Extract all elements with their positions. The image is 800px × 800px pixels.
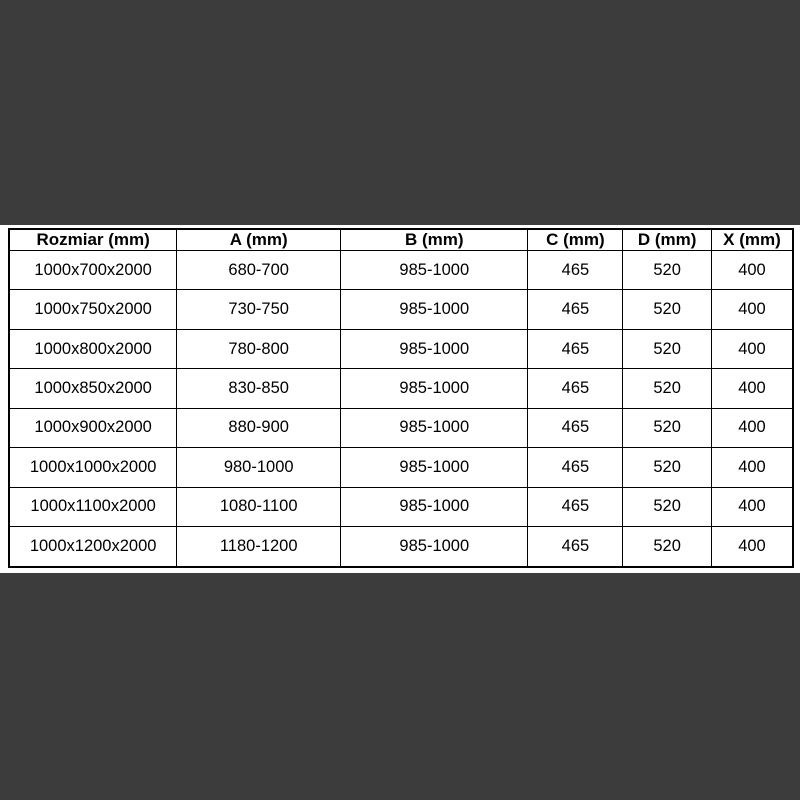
table-cell: 985-1000 — [341, 329, 528, 368]
table-cell: 985-1000 — [341, 251, 528, 290]
table-cell: 465 — [528, 527, 623, 567]
table-cell: 400 — [711, 251, 793, 290]
table-row — [9, 251, 793, 290]
table-cell: 1180-1200 — [177, 527, 341, 567]
size-chart-table — [8, 228, 794, 568]
table-cell: 1000x750x2000 — [9, 290, 177, 329]
table-cell: 400 — [711, 487, 793, 526]
table-cell: 400 — [711, 290, 793, 329]
table-cell: 730-750 — [177, 290, 341, 329]
table-row — [9, 408, 793, 447]
table-cell: 985-1000 — [341, 487, 528, 526]
table-row — [9, 290, 793, 329]
table-cell: 465 — [528, 408, 623, 447]
column-header-rozmiar: Rozmiar (mm) — [9, 229, 177, 251]
column-header-x: X (mm) — [711, 229, 793, 251]
table-cell: 780-800 — [177, 329, 341, 368]
table-cell: 465 — [528, 448, 623, 487]
table-cell: 1000x850x2000 — [9, 369, 177, 408]
table-cell: 680-700 — [177, 251, 341, 290]
table-row — [9, 369, 793, 408]
table-cell: 985-1000 — [341, 369, 528, 408]
table-cell: 1000x700x2000 — [9, 251, 177, 290]
column-header-a: A (mm) — [177, 229, 341, 251]
table-panel — [0, 225, 800, 573]
column-header-d: D (mm) — [623, 229, 712, 251]
table-cell: 985-1000 — [341, 290, 528, 329]
table-cell: 520 — [623, 251, 712, 290]
table-cell: 520 — [623, 448, 712, 487]
table-cell: 520 — [623, 329, 712, 368]
table-row — [9, 448, 793, 487]
table-cell: 400 — [711, 408, 793, 447]
table-cell: 985-1000 — [341, 448, 528, 487]
table-cell: 400 — [711, 369, 793, 408]
table-cell: 1000x800x2000 — [9, 329, 177, 368]
table-cell: 520 — [623, 527, 712, 567]
table-cell: 400 — [711, 448, 793, 487]
table-cell: 1000x1200x2000 — [9, 527, 177, 567]
column-header-c: C (mm) — [528, 229, 623, 251]
table-cell: 465 — [528, 329, 623, 368]
table-cell: 830-850 — [177, 369, 341, 408]
table-cell: 520 — [623, 408, 712, 447]
table-row — [9, 329, 793, 368]
column-header-b: B (mm) — [341, 229, 528, 251]
table-row — [9, 527, 793, 567]
table-cell: 520 — [623, 290, 712, 329]
table-cell: 520 — [623, 487, 712, 526]
table-cell: 465 — [528, 251, 623, 290]
table-cell: 1000x1000x2000 — [9, 448, 177, 487]
header-row — [9, 229, 793, 251]
table-cell: 985-1000 — [341, 527, 528, 567]
table-cell: 465 — [528, 290, 623, 329]
table-row — [9, 487, 793, 526]
table-cell: 980-1000 — [177, 448, 341, 487]
table-cell: 400 — [711, 329, 793, 368]
table-cell: 465 — [528, 369, 623, 408]
table-cell: 520 — [623, 369, 712, 408]
table-cell: 1000x1100x2000 — [9, 487, 177, 526]
table-cell: 880-900 — [177, 408, 341, 447]
table-cell: 1080-1100 — [177, 487, 341, 526]
table-cell: 400 — [711, 527, 793, 567]
table-cell: 1000x900x2000 — [9, 408, 177, 447]
table-cell: 985-1000 — [341, 408, 528, 447]
table-cell: 465 — [528, 487, 623, 526]
